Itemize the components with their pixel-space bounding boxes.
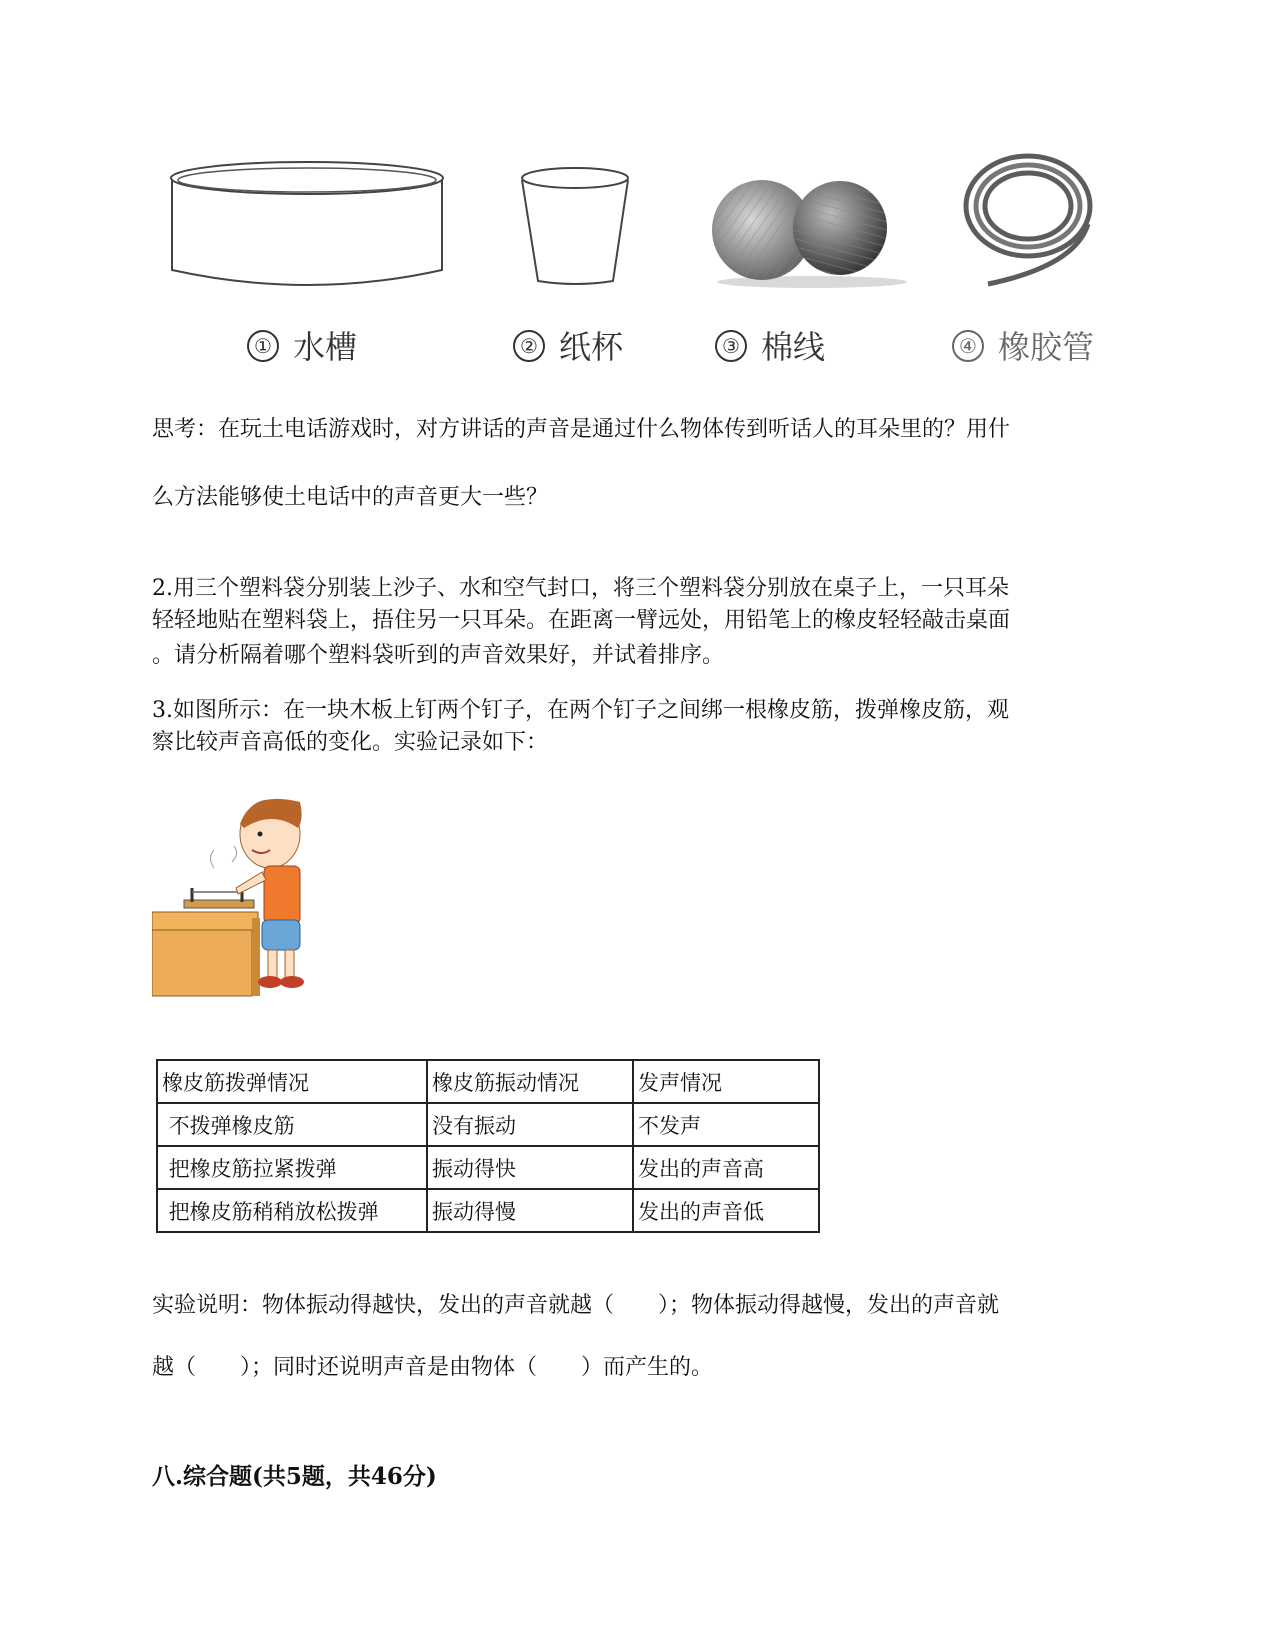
cotton-thread-icon (712, 168, 907, 288)
table-row (157, 1103, 819, 1146)
material-label: 橡胶管 (998, 328, 1095, 366)
table-header-cell: 橡皮筋拨弹情况 (157, 1060, 427, 1103)
number-circle: ① (247, 330, 279, 362)
table-cell: 把橡皮筋稍稍放松拨弹 (157, 1189, 427, 1232)
table-cell: 没有振动 (427, 1103, 633, 1146)
section-heading: 八.综合题(共5题，共46分) (152, 1463, 437, 1490)
question-2-line-1: 2.用三个塑料袋分别装上沙子、水和空气封口，将三个塑料袋分别放在桌子上，一只耳朵 (152, 576, 1009, 601)
question-2-line-3: 。请分析隔着哪个塑料袋听到的声音效果好，并试着排序。 (152, 643, 725, 668)
table-cell: 不发声 (633, 1103, 819, 1146)
materials-illustration (0, 140, 1275, 310)
rubber-tube-icon (966, 156, 1090, 284)
question-3-line-2: 察比较声音高低的变化。实验记录如下： (152, 730, 549, 755)
table-cell: 振动得快 (427, 1146, 633, 1189)
table-cell: 不拨弹橡皮筋 (157, 1103, 427, 1146)
think-line-1: 思考：在玩土电话游戏时，对方讲话的声音是通过什么物体传到听话人的耳朵里的？用什 (152, 417, 1011, 442)
experiment-record-table (156, 1059, 820, 1233)
table-header-row (157, 1060, 819, 1103)
material-caption-4 (952, 322, 1094, 368)
table-header-cell: 发声情况 (633, 1060, 819, 1103)
table-cell: 发出的声音低 (633, 1189, 819, 1232)
table-row (157, 1189, 819, 1232)
explanation-line-1: 实验说明：物体振动得越快，发出的声音就越（ ）；物体振动得越慢，发出的声音就 (152, 1293, 1000, 1318)
material-caption-3 (715, 322, 825, 368)
material-caption-2 (513, 322, 623, 368)
material-caption-1 (247, 322, 357, 368)
number-circle: ③ (715, 330, 747, 362)
water-tank-icon (171, 162, 443, 285)
table-cell: 把橡皮筋拉紧拨弹 (157, 1146, 427, 1189)
boy-experiment-illustration (152, 788, 312, 998)
material-label: 棉线 (761, 328, 826, 366)
think-line-2: 么方法能够使土电话中的声音更大一些？ (152, 485, 549, 510)
explanation-line-2: 越（ ）；同时还说明声音是由物体（ ）而产生的。 (152, 1355, 714, 1380)
table-cell: 振动得慢 (427, 1189, 633, 1232)
question-2-line-2: 轻轻地贴在塑料袋上，捂住另一只耳朵。在距离一臂远处，用铅笔上的橡皮轻轻敲击桌面 (152, 608, 1011, 633)
material-label: 水槽 (293, 328, 358, 366)
table-cell: 发出的声音高 (633, 1146, 819, 1189)
question-3-line-1: 3.如图所示：在一块木板上钉两个钉子，在两个钉子之间绑一根橡皮筋，拨弹橡皮筋，观 (152, 698, 1009, 723)
table-row (157, 1146, 819, 1189)
paper-cup-icon (522, 168, 628, 284)
material-label: 纸杯 (559, 328, 624, 366)
table-header-cell: 橡皮筋振动情况 (427, 1060, 633, 1103)
number-circle: ④ (952, 330, 984, 362)
number-circle: ② (513, 330, 545, 362)
